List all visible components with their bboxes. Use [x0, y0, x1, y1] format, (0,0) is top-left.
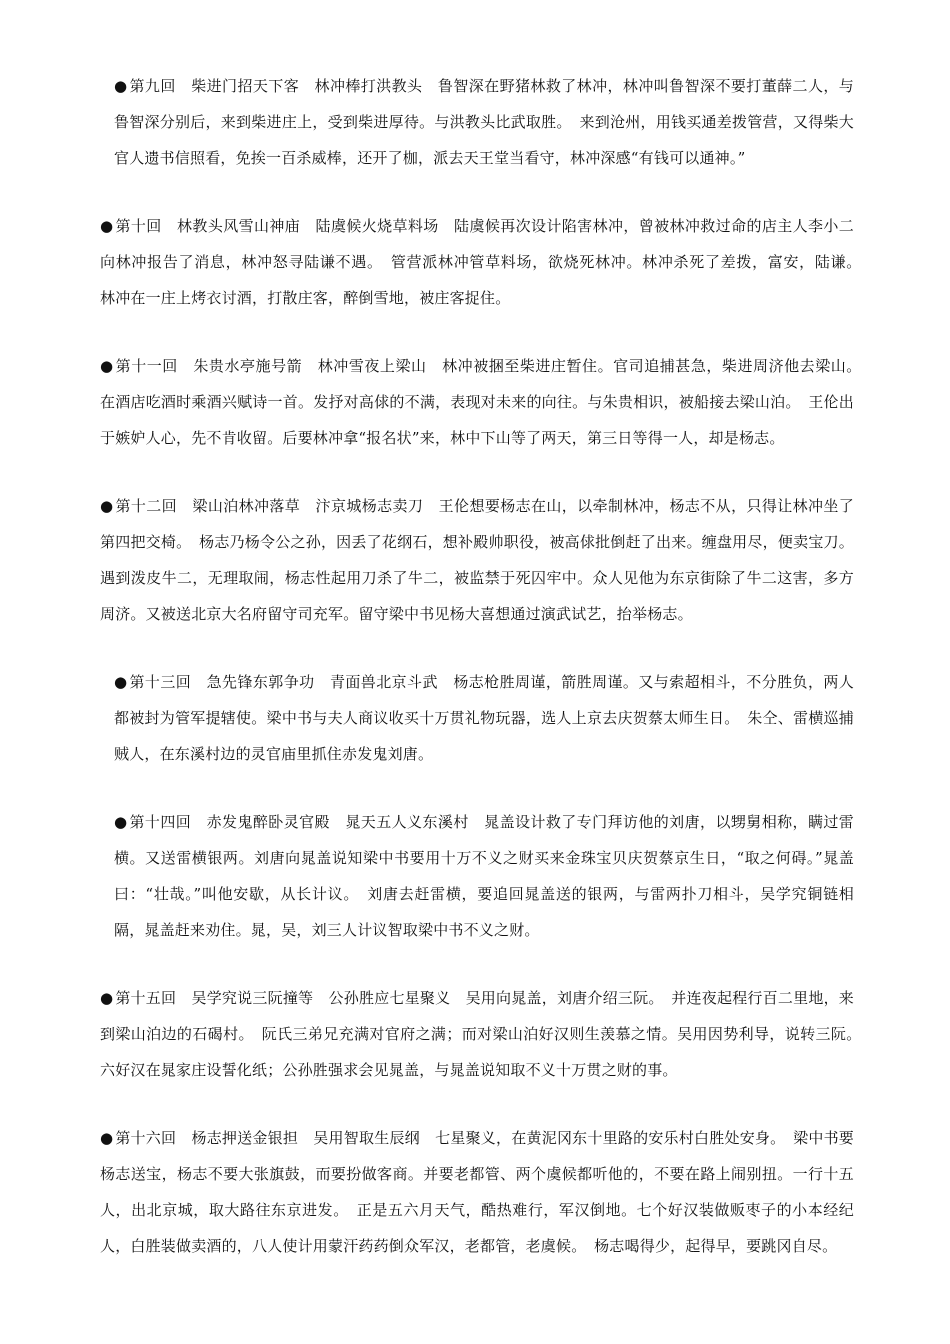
paragraph-text: 第十二回 梁山泊林冲落草 汴京城杨志卖刀 王伦想要杨志在山，以牵制林冲，杨志不从，只得让林冲坐了第四把交椅。 杨志乃杨令公之孙，因丢了花纲石，想补殿帅职役，被高俅批倒赶了出来。缠盘用尽，便卖宝刀。遇到泼皮牛二，无理取闹，杨志性起用刀杀了牛二，被监禁于死囚牢中。众人见他为东京街除了牛二这害，多方周济。又被送北京大名府留守司充军。留守梁中书见杨大喜想通过演武试艺，抬举杨志。	[100, 497, 854, 623]
paragraph-text: 第十三回 急先锋东郭争功 青面兽北京斗武 杨志枪胜周谨，箭胜周谨。又与索超相斗，不分胜负，两人都被封为管军提辖使。梁中书与夫人商议收买十万贯礼物玩器，选人上京去庆贺蔡太师生日。 朱仝、雷横巡捕贼人，在东溪村边的灵官庙里抓住赤发鬼刘唐。	[114, 673, 854, 763]
paragraph-text: 第十回 林教头风雪山神庙 陆虞候火烧草料场 陆虞候再次设计陷害林冲，曾被林冲救过命的店主人李小二向林冲报告了消息，林冲怒寻陆谦不遇。 管营派林冲管草料场，欲烧死林冲。林冲杀死了差拨，富安，陆谦。 林冲在一庄上烤衣讨酒，打散庄客，醉倒雪地，被庄客捉住。	[100, 217, 870, 307]
document-page	[100, 68, 870, 1296]
paragraph-chapter-15	[100, 980, 870, 1088]
bullet-icon: ●	[100, 497, 114, 515]
paragraph-chapter-10	[100, 208, 870, 316]
bullet-icon: ●	[114, 813, 128, 831]
paragraph-chapter-12	[100, 488, 854, 632]
paragraph-chapter-16	[100, 1120, 854, 1264]
bullet-icon: ●	[100, 357, 114, 375]
bullet-icon: ●	[114, 673, 128, 691]
bullet-icon: ●	[100, 1129, 114, 1147]
paragraph-text: 第九回 柴进门招天下客 林冲棒打洪教头 鲁智深在野猪林救了林冲，林冲叫鲁智深不要打董薛二人，与鲁智深分别后，来到柴进庄上，受到柴进厚待。与洪教头比武取胜。 来到沧州，用钱买通差拨管营，又得柴大官人遗书信照看，免挨一百杀威棒，还开了枷，派去天王堂当看守，林冲深感“有钱可以通神。”	[114, 77, 854, 167]
paragraph-text: 第十一回 朱贵水亭施号箭 林冲雪夜上梁山 林冲被捆至柴进庄暂住。官司追捕甚急，柴进周济他去梁山。 在酒店吃酒时乘酒兴赋诗一首。发抒对高俅的不满，表现对未来的向往。与朱贵相识，被船接去梁山泊。 王伦出于嫉妒人心，先不肯收留。后要林冲拿“报名状”来，林中下山等了两天，第三日等得一人，却是杨志。	[100, 357, 870, 447]
paragraph-chapter-14	[100, 804, 854, 948]
paragraph-chapter-11	[100, 348, 870, 456]
bullet-icon: ●	[100, 217, 114, 235]
paragraph-chapter-13	[100, 664, 854, 772]
bullet-icon: ●	[114, 77, 128, 95]
paragraph-text: 第十六回 杨志押送金银担 吴用智取生辰纲 七星聚义，在黄泥冈东十里路的安乐村白胜处安身。 梁中书要杨志送宝，杨志不要大张旗鼓，而要扮做客商。并要老都管、两个虞候都听他的，不要在路上闹别扭。一行十五人，出北京城，取大路往东京进发。 正是五六月天气，酷热难行，军汉倒地。七个好汉装做贩枣子的小本经纪人，白胜装做卖酒的，八人使计用蒙汗药药倒众军汉，老都管，老虞候。 杨志喝得少，起得早，要跳冈自尽。	[100, 1129, 854, 1255]
bullet-icon: ●	[100, 989, 114, 1007]
paragraph-text: 第十五回 吴学究说三阮撞等 公孙胜应七星聚义 吴用向晁盖，刘唐介绍三阮。 并连夜起程行百二里地，来到梁山泊边的石碣村。 阮氏三弟兄充满对官府之满；而对梁山泊好汉则生羡慕之情。吴用因势利导，说转三阮。 六好汉在晁家庄设誓化纸；公孙胜强求会见晁盖，与晁盖说知取不义十万贯之财的事。	[100, 989, 870, 1079]
paragraph-text: 第十四回 赤发鬼醉卧灵官殿 晁天五人义东溪村 晁盖设计救了专门拜访他的刘唐，以甥舅相称，瞒过雷横。又送雷横银两。刘唐向晁盖说知梁中书要用十万不义之财买来金珠宝贝庆贺蔡京生日，“取之何碍。”晁盖曰：“壮哉。”叫他安歇，从长计议。 刘唐去赶雷横，要追回晁盖送的银两，与雷两扑刀相斗，吴学究铜链相隔，晁盖赶来劝住。晁，吴，刘三人计议智取梁中书不义之财。	[114, 813, 854, 939]
paragraph-chapter-9	[100, 68, 854, 176]
